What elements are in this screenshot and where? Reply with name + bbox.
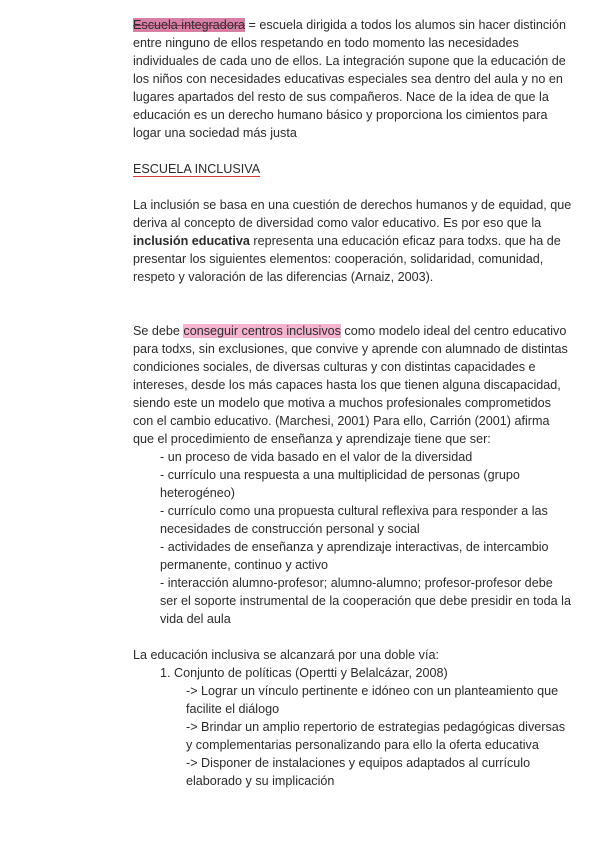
paragraph-text: La inclusión se basa en una cuestión de derechos humanos y de equidad, que deriva al concepto de diversidad como valor educativo. Es por eso que la <box>133 198 572 230</box>
paragraph-doble-via: La educación inclusiva se alcanzará por una doble vía: <box>133 648 439 662</box>
bullet-list <box>133 448 573 628</box>
paragraph-centros-inclusivos <box>133 322 573 448</box>
section-heading-wrapper <box>133 160 573 178</box>
paragraph-inclusion <box>133 196 573 286</box>
highlighted-term: conseguir centros inclusivos <box>183 324 341 338</box>
list-item: -> Brindar un amplio repertorio de estrategias pedagógicas diversas y complementarias personalizando para ello la oferta educativa <box>186 720 566 752</box>
list-item: -> Disponer de instalaciones y equipos adaptados al currículo elaborado y su implicación <box>186 756 531 788</box>
list-item: -> Lograr un vínculo pertinente e idóneo con un planteamiento que facilite el diálogo <box>186 684 559 716</box>
paragraph-text: Se debe <box>133 324 184 338</box>
section-heading: ESCUELA INCLUSIVA <box>133 162 261 176</box>
paragraph-text: representa una educación eficaz para todxs. que ha de presentar los siguientes elementos: cooperación, solidaridad, comunidad, respeto y valoración de las diferencias (Arnaiz, 2003). <box>133 234 561 284</box>
list-item: - currículo como una propuesta cultural reflexiva para responder a las necesidades de construcción personal y social <box>160 504 548 536</box>
numbered-item: 1. Conjunto de políticas (Opertti y Belalcázar, 2008) <box>160 666 448 680</box>
list-item: - currículo una respuesta a una multiplicidad de personas (grupo heterogéneo) <box>160 468 520 500</box>
arrow-list <box>133 682 573 790</box>
list-item: - un proceso de vida basado en el valor de la diversidad <box>160 450 473 464</box>
highlighted-term: Escuela integradora <box>133 18 246 32</box>
document-content <box>133 16 573 790</box>
paragraph-text: = escuela dirigida a todos los alumos sin hacer distinción entre ninguno de ellos respetando en todo momento las necesidades individuales de cada uno de ellos. La integración supone que la educación de los niños con necesidades educativas especiales sea dentro del aula y no en lugares apartados del resto de sus compañeros. Nace de la idea de que la educación es un derecho humano básico y proporciona los cimientos para logar una sociedad más justa <box>133 18 566 140</box>
list-item: - interacción alumno-profesor; alumno-alumno; profesor-profesor debe ser el soporte instrumental de la cooperación que debe presidir en toda la vida del aula <box>160 576 571 626</box>
bold-term: inclusión educativa <box>133 234 250 248</box>
paragraph-escuela-integradora <box>133 16 573 142</box>
paragraph-text: como modelo ideal del centro educativo para todxs, sin exclusiones, que convive y aprende con alumnado de distintas condiciones sociales, de diversas culturas y con distintas capacidades e intereses, desde los más capaces hasta los que tienen alguna discapacidad, siendo este un modelo que motiva a muchos profesionales comprometidos con el cambio educativo. (Marchesi, 2001) Para ello, Carrión (2001) afirma que el procedimiento de enseñanza y aprendizaje tiene que ser: <box>133 324 568 446</box>
list-item: - actividades de enseñanza y aprendizaje interactivas, de intercambio permanente, continuo y activo <box>160 540 549 572</box>
